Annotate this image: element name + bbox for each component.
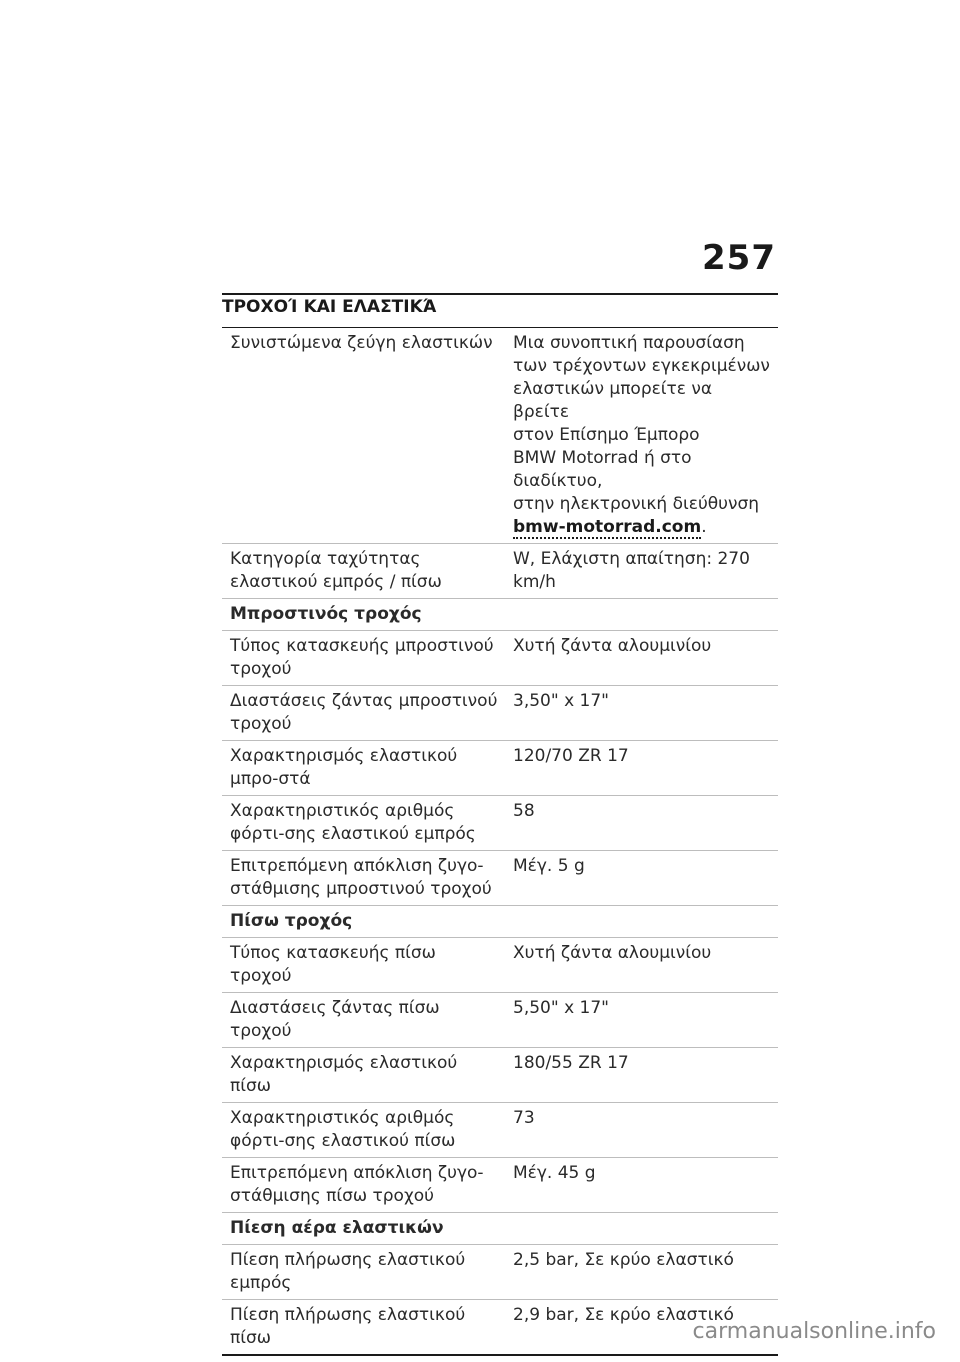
- speed-category-label: Κατηγορία ταχύτητας ελαστικού εμπρός / πίσω: [222, 544, 505, 599]
- approved-tires-line: BMW Motorrad ή στο διαδίκτυο,: [513, 448, 692, 491]
- spec-value: 2,5 bar, Σε κρύο ελαστικό: [505, 1245, 778, 1300]
- table-row: [222, 938, 778, 993]
- spec-value: 58: [505, 796, 778, 851]
- spec-value: 3,50" x 17": [505, 686, 778, 741]
- spec-value: Χυτή ζάντα αλουμινίου: [505, 631, 778, 686]
- spec-value: 73: [505, 1103, 778, 1158]
- spec-label: Χαρακτηρισμός ελαστικού πίσω: [222, 1048, 505, 1103]
- page-number: 257: [702, 238, 776, 278]
- table-row: [222, 796, 778, 851]
- spec-table: [222, 327, 778, 1356]
- spec-label: Χαρακτηριστικός αριθμός φόρτι-σης ελαστικού εμπρός: [222, 796, 505, 851]
- section-title: ΤΡΟΧΟΊ ΚΑΙ ΕΛΑΣΤΙΚΆ: [222, 297, 437, 317]
- approved-tires-link-line: [513, 516, 772, 539]
- spec-value: 2,9 bar, Σε κρύο ελαστικό: [505, 1300, 778, 1356]
- approved-tires-line: Μια συνοπτική παρουσίαση: [513, 333, 745, 353]
- approved-tires-label: Συνιστώμενα ζεύγη ελαστικών: [222, 328, 505, 544]
- table-row: [222, 1048, 778, 1103]
- spec-label: Διαστάσεις ζάντας μπροστινού τροχού: [222, 686, 505, 741]
- approved-tires-line: ελαστικών μπορείτε να βρείτε: [513, 379, 713, 422]
- tire-pressure-heading: Πίεση αέρα ελαστικών: [222, 1213, 778, 1245]
- table-row: [222, 1245, 778, 1300]
- table-row: [222, 851, 778, 906]
- spec-label: Επιτρεπόμενη απόκλιση ζυγο-στάθμισης πίσω τροχού: [222, 1158, 505, 1213]
- spec-label: Διαστάσεις ζάντας πίσω τροχού: [222, 993, 505, 1048]
- table-row: [222, 1103, 778, 1158]
- spec-value: 5,50" x 17": [505, 993, 778, 1048]
- table-row: [222, 544, 778, 599]
- table-row: [222, 686, 778, 741]
- tire-pressure-heading-row: [222, 1213, 778, 1245]
- spec-label: Τύπος κατασκευής μπροστινού τροχού: [222, 631, 505, 686]
- table-row: [222, 328, 778, 544]
- spec-label: Χαρακτηριστικός αριθμός φόρτι-σης ελαστικού πίσω: [222, 1103, 505, 1158]
- approved-tires-line: στον Επίσημο Έμπορο: [513, 425, 700, 445]
- table-row: [222, 741, 778, 796]
- approved-tires-line: των τρέχοντων εγκεκριμένων: [513, 356, 770, 376]
- spec-value: Μέγ. 5 g: [505, 851, 778, 906]
- spec-label: Πίεση πλήρωσης ελαστικού εμπρός: [222, 1245, 505, 1300]
- spec-label: Πίεση πλήρωσης ελαστικού πίσω: [222, 1300, 505, 1356]
- front-wheel-heading: Μπροστινός τροχός: [222, 599, 778, 631]
- spec-label: Τύπος κατασκευής πίσω τροχού: [222, 938, 505, 993]
- front-wheel-heading-row: [222, 599, 778, 631]
- spec-value: 120/70 ZR 17: [505, 741, 778, 796]
- table-row: [222, 993, 778, 1048]
- spec-label: Χαρακτηρισμός ελαστικού μπρο-στά: [222, 741, 505, 796]
- link-suffix: .: [701, 517, 707, 537]
- title-rule: [222, 293, 778, 295]
- spec-value: 180/55 ZR 17: [505, 1048, 778, 1103]
- approved-tires-line: στην ηλεκτρονική διεύθυνση: [513, 494, 760, 514]
- table-row: [222, 631, 778, 686]
- spec-value: Χυτή ζάντα αλουμινίου: [505, 938, 778, 993]
- watermark: carmanualsonline.info: [692, 1319, 936, 1344]
- approved-tires-value: [505, 328, 778, 544]
- rear-wheel-heading: Πίσω τροχός: [222, 906, 778, 938]
- table-row: [222, 1158, 778, 1213]
- bmw-motorrad-link[interactable]: bmw-motorrad.com: [513, 517, 702, 537]
- speed-category-value: W, Ελάχιστη απαίτηση: 270 km/h: [505, 544, 778, 599]
- spec-label: Επιτρεπόμενη απόκλιση ζυγο-στάθμισης μπροστινού τροχού: [222, 851, 505, 906]
- rear-wheel-heading-row: [222, 906, 778, 938]
- spec-value: Μέγ. 45 g: [505, 1158, 778, 1213]
